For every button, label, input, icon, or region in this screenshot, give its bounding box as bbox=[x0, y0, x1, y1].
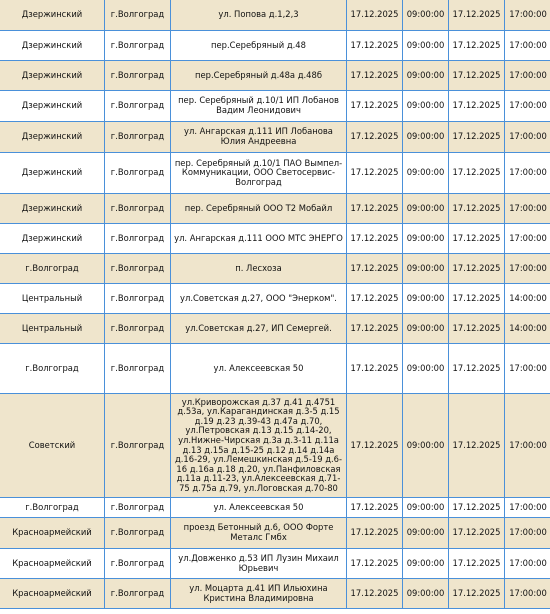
start-time-cell: 09:00:00 bbox=[403, 224, 449, 254]
table-row bbox=[0, 194, 550, 224]
table-row bbox=[0, 153, 550, 194]
end-time-cell: 17:00:00 bbox=[505, 549, 550, 579]
address-cell: ул.Советская д.27, ИП Семергей. bbox=[171, 314, 347, 344]
start-date-cell: 17.12.2025 bbox=[347, 549, 403, 579]
district-cell: Дзержинский bbox=[0, 194, 105, 224]
start-time-cell: 09:00:00 bbox=[403, 254, 449, 284]
end-date-cell: 17.12.2025 bbox=[449, 61, 505, 91]
district-cell: Дзержинский bbox=[0, 61, 105, 91]
city-cell: г.Волгоград bbox=[105, 518, 171, 549]
end-date-cell: 17.12.2025 bbox=[449, 344, 505, 394]
start-time-cell: 09:00:00 bbox=[403, 394, 449, 498]
table-row bbox=[0, 122, 550, 153]
address-cell: ул.Советская д.27, ООО "Энерком". bbox=[171, 284, 347, 314]
end-time-cell: 17:00:00 bbox=[505, 344, 550, 394]
start-time-cell: 09:00:00 bbox=[403, 314, 449, 344]
end-time-cell: 14:00:00 bbox=[505, 314, 550, 344]
start-time-cell: 09:00:00 bbox=[403, 194, 449, 224]
end-time-cell: 17:00:00 bbox=[505, 498, 550, 518]
district-cell: Красноармейский bbox=[0, 518, 105, 549]
city-cell: г.Волгоград bbox=[105, 31, 171, 61]
end-date-cell: 17.12.2025 bbox=[449, 518, 505, 549]
start-time-cell: 09:00:00 bbox=[403, 122, 449, 153]
start-date-cell: 17.12.2025 bbox=[347, 254, 403, 284]
district-cell: Дзержинский bbox=[0, 224, 105, 254]
district-cell: г.Волгоград bbox=[0, 344, 105, 394]
start-time-cell: 09:00:00 bbox=[403, 498, 449, 518]
address-cell: пер. Серебряный ООО Т2 Мобайл bbox=[171, 194, 347, 224]
table-row bbox=[0, 91, 550, 122]
table-row bbox=[0, 284, 550, 314]
table-row bbox=[0, 254, 550, 284]
start-time-cell: 09:00:00 bbox=[403, 549, 449, 579]
address-cell: пер. Серебряный д.10/1 ПАО Вымпел-Коммуникации, ООО Светосервис-Волгоград bbox=[171, 153, 347, 194]
table-row bbox=[0, 518, 550, 549]
table-row bbox=[0, 549, 550, 579]
address-cell: проезд Бетонный д.6, ООО Форте Металс Гмбх bbox=[171, 518, 347, 549]
table-row bbox=[0, 498, 550, 518]
start-date-cell: 17.12.2025 bbox=[347, 31, 403, 61]
city-cell: г.Волгоград bbox=[105, 498, 171, 518]
district-cell: г.Волгоград bbox=[0, 254, 105, 284]
start-time-cell: 09:00:00 bbox=[403, 61, 449, 91]
start-date-cell: 17.12.2025 bbox=[347, 498, 403, 518]
city-cell: г.Волгоград bbox=[105, 122, 171, 153]
start-time-cell: 09:00:00 bbox=[403, 153, 449, 194]
start-time-cell: 09:00:00 bbox=[403, 518, 449, 549]
start-date-cell: 17.12.2025 bbox=[347, 579, 403, 609]
city-cell: г.Волгоград bbox=[105, 153, 171, 194]
end-date-cell: 17.12.2025 bbox=[449, 254, 505, 284]
table-row bbox=[0, 0, 550, 31]
start-time-cell: 09:00:00 bbox=[403, 284, 449, 314]
table-row bbox=[0, 61, 550, 91]
end-time-cell: 14:00:00 bbox=[505, 284, 550, 314]
end-date-cell: 17.12.2025 bbox=[449, 0, 505, 31]
table-row bbox=[0, 31, 550, 61]
start-date-cell: 17.12.2025 bbox=[347, 61, 403, 91]
start-date-cell: 17.12.2025 bbox=[347, 284, 403, 314]
district-cell: Дзержинский bbox=[0, 91, 105, 122]
city-cell: г.Волгоград bbox=[105, 579, 171, 609]
end-time-cell: 17:00:00 bbox=[505, 153, 550, 194]
district-cell: Дзержинский bbox=[0, 153, 105, 194]
end-time-cell: 17:00:00 bbox=[505, 61, 550, 91]
city-cell: г.Волгоград bbox=[105, 549, 171, 579]
address-cell: ул. Ангарская д.111 ООО МТС ЭНЕРГО bbox=[171, 224, 347, 254]
address-cell: ул. Алексеевская 50 bbox=[171, 498, 347, 518]
start-date-cell: 17.12.2025 bbox=[347, 194, 403, 224]
end-date-cell: 17.12.2025 bbox=[449, 31, 505, 61]
address-cell: пер.Серебряный д.48а д.48б bbox=[171, 61, 347, 91]
start-date-cell: 17.12.2025 bbox=[347, 394, 403, 498]
address-cell: пер. Серебряный д.10/1 ИП Лобанов Вадим Леонидович bbox=[171, 91, 347, 122]
district-cell: Центральный bbox=[0, 284, 105, 314]
end-date-cell: 17.12.2025 bbox=[449, 579, 505, 609]
start-date-cell: 17.12.2025 bbox=[347, 224, 403, 254]
end-date-cell: 17.12.2025 bbox=[449, 314, 505, 344]
end-time-cell: 17:00:00 bbox=[505, 254, 550, 284]
city-cell: г.Волгоград bbox=[105, 254, 171, 284]
end-date-cell: 17.12.2025 bbox=[449, 153, 505, 194]
district-cell: Центральный bbox=[0, 314, 105, 344]
address-cell: пер.Серебряный д.48 bbox=[171, 31, 347, 61]
end-date-cell: 17.12.2025 bbox=[449, 284, 505, 314]
end-time-cell: 17:00:00 bbox=[505, 0, 550, 31]
start-time-cell: 09:00:00 bbox=[403, 579, 449, 609]
end-time-cell: 17:00:00 bbox=[505, 394, 550, 498]
district-cell: Красноармейский bbox=[0, 549, 105, 579]
district-cell: г.Волгоград bbox=[0, 498, 105, 518]
city-cell: г.Волгоград bbox=[105, 344, 171, 394]
start-time-cell: 09:00:00 bbox=[403, 31, 449, 61]
address-cell: ул. Попова д.1,2,3 bbox=[171, 0, 347, 31]
city-cell: г.Волгоград bbox=[105, 314, 171, 344]
table-row bbox=[0, 579, 550, 609]
end-time-cell: 17:00:00 bbox=[505, 194, 550, 224]
start-date-cell: 17.12.2025 bbox=[347, 153, 403, 194]
start-date-cell: 17.12.2025 bbox=[347, 518, 403, 549]
table-row bbox=[0, 224, 550, 254]
city-cell: г.Волгоград bbox=[105, 394, 171, 498]
district-cell: Дзержинский bbox=[0, 31, 105, 61]
address-cell: ул.Довженко д.53 ИП Лузин Михаил Юрьевич bbox=[171, 549, 347, 579]
city-cell: г.Волгоград bbox=[105, 194, 171, 224]
end-time-cell: 17:00:00 bbox=[505, 91, 550, 122]
address-cell: ул.Криворожская д.37 д.41 д.4751 д.53а, ул.Карагандинская д.3-5 д.15 д.19 д.23 д.39-43 д.47а д.70, ул.Петровская д.13 д.15 д.14-20, ул.Нижне-Чирская д.3а д.3-11 д.11а д.13 д.15а д.15-25 д.12 д.14 д.14а д.16-29, ул.Лемешкинская д.5-19 д.6-16 д.16а д.18 д.20, ул.Панфиловская д.11а д.11-23, ул.Алексеевская д.71-75 д.75а д.79, ул.Логовская д.70-80 bbox=[171, 394, 347, 498]
address-cell: ул. Моцарта д.41 ИП Ильюхина Кристина Владимировна bbox=[171, 579, 347, 609]
end-date-cell: 17.12.2025 bbox=[449, 91, 505, 122]
end-date-cell: 17.12.2025 bbox=[449, 194, 505, 224]
start-date-cell: 17.12.2025 bbox=[347, 344, 403, 394]
start-date-cell: 17.12.2025 bbox=[347, 122, 403, 153]
start-date-cell: 17.12.2025 bbox=[347, 91, 403, 122]
district-cell: Дзержинский bbox=[0, 0, 105, 31]
start-time-cell: 09:00:00 bbox=[403, 91, 449, 122]
city-cell: г.Волгоград bbox=[105, 0, 171, 31]
city-cell: г.Волгоград bbox=[105, 224, 171, 254]
end-time-cell: 17:00:00 bbox=[505, 224, 550, 254]
table-row bbox=[0, 314, 550, 344]
start-time-cell: 09:00:00 bbox=[403, 0, 449, 31]
end-time-cell: 17:00:00 bbox=[505, 31, 550, 61]
end-date-cell: 17.12.2025 bbox=[449, 549, 505, 579]
end-time-cell: 17:00:00 bbox=[505, 579, 550, 609]
end-time-cell: 17:00:00 bbox=[505, 122, 550, 153]
district-cell: Дзержинский bbox=[0, 122, 105, 153]
start-time-cell: 09:00:00 bbox=[403, 344, 449, 394]
city-cell: г.Волгоград bbox=[105, 61, 171, 91]
end-time-cell: 17:00:00 bbox=[505, 518, 550, 549]
start-date-cell: 17.12.2025 bbox=[347, 0, 403, 31]
district-cell: Красноармейский bbox=[0, 579, 105, 609]
city-cell: г.Волгоград bbox=[105, 284, 171, 314]
end-date-cell: 17.12.2025 bbox=[449, 224, 505, 254]
table-row bbox=[0, 394, 550, 498]
address-cell: ул. Ангарская д.111 ИП Лобанова Юлия Андреевна bbox=[171, 122, 347, 153]
start-date-cell: 17.12.2025 bbox=[347, 314, 403, 344]
table-row bbox=[0, 344, 550, 394]
end-date-cell: 17.12.2025 bbox=[449, 394, 505, 498]
address-cell: ул. Алексеевская 50 bbox=[171, 344, 347, 394]
end-date-cell: 17.12.2025 bbox=[449, 498, 505, 518]
city-cell: г.Волгоград bbox=[105, 91, 171, 122]
district-cell: Советский bbox=[0, 394, 105, 498]
address-cell: п. Лесхоза bbox=[171, 254, 347, 284]
end-date-cell: 17.12.2025 bbox=[449, 122, 505, 153]
